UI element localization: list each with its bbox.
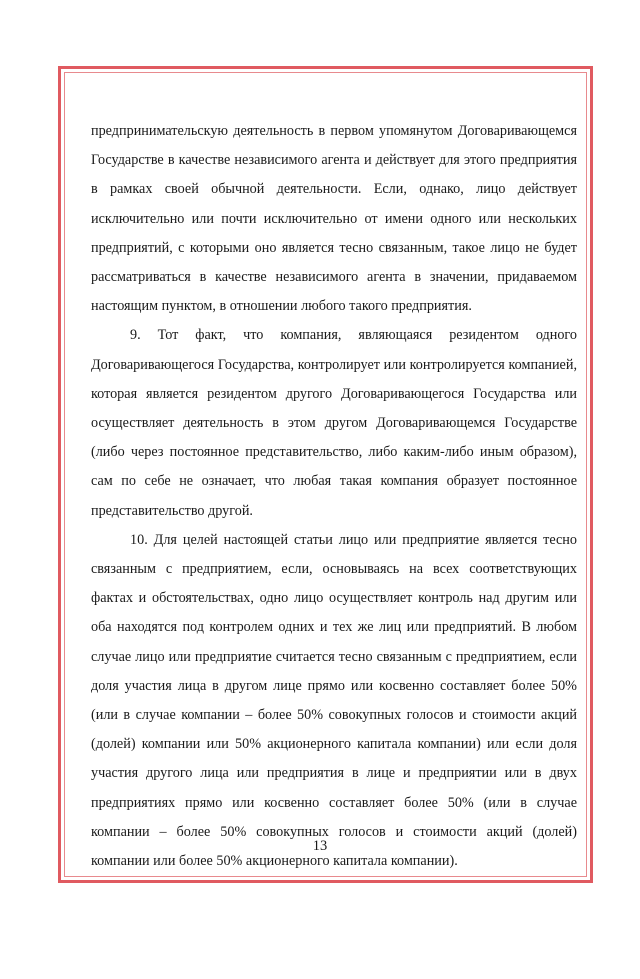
paragraph-continuation: предпринимательскую деятельность в первом упомянутом Договаривающемся Государстве в качестве независимого агента и действует для этого предприятия в рамках своей обычной деятельности. Если, однако, лицо действует исключительно или почти исключительно от имени одного или нескольких предприятий, с которыми оно является тесно связанным, такое лицо не будет рассматриваться в качестве независимого агента в значении, придаваемом настоящим пунктом, в отношении любого такого предприятия.: [91, 123, 577, 315]
page-number: 13: [312, 838, 328, 854]
document-body: [91, 117, 577, 876]
paragraph-clause-9: 9. Тот факт, что компания, являющаяся резидентом одного Договаривающегося Государства, контролирует или контролируется компанией, которая является резидентом другого Договаривающегося Государства или осуществляет деятельность в этом другом Договаривающемся Государстве (либо через постоянное представительство, либо каким-либо иным образом), сам по себе не означает, что любая такая компания образует постоянное представительство другой.: [91, 327, 577, 519]
paragraph-clause-10: 10. Для целей настоящей статьи лицо или предприятие является тесно связанным с предприятием, если, основываясь на всех соответствующих фактах и обстоятельствах, одно лицо осуществляет контроль над другим или оба находятся под контролем одних и тех же лиц или предприятий. В любом случае лицо или предприятие считается тесно связанным с предприятием, если доля участия лица в другом лице прямо или косвенно составляет более 50% (или в случае компании – более 50% совокупных голосов и стоимости акций (долей) компании или 50% акционерного капитала компании) или если доля участия другого лица или предприятия в лице и предприятии или в двух предприятиях прямо или косвенно составляет более 50% (или в случае компании – более 50% совокупных голосов и стоимости акций (долей) компании или более 50% акционерного капитала компании).: [91, 531, 577, 870]
